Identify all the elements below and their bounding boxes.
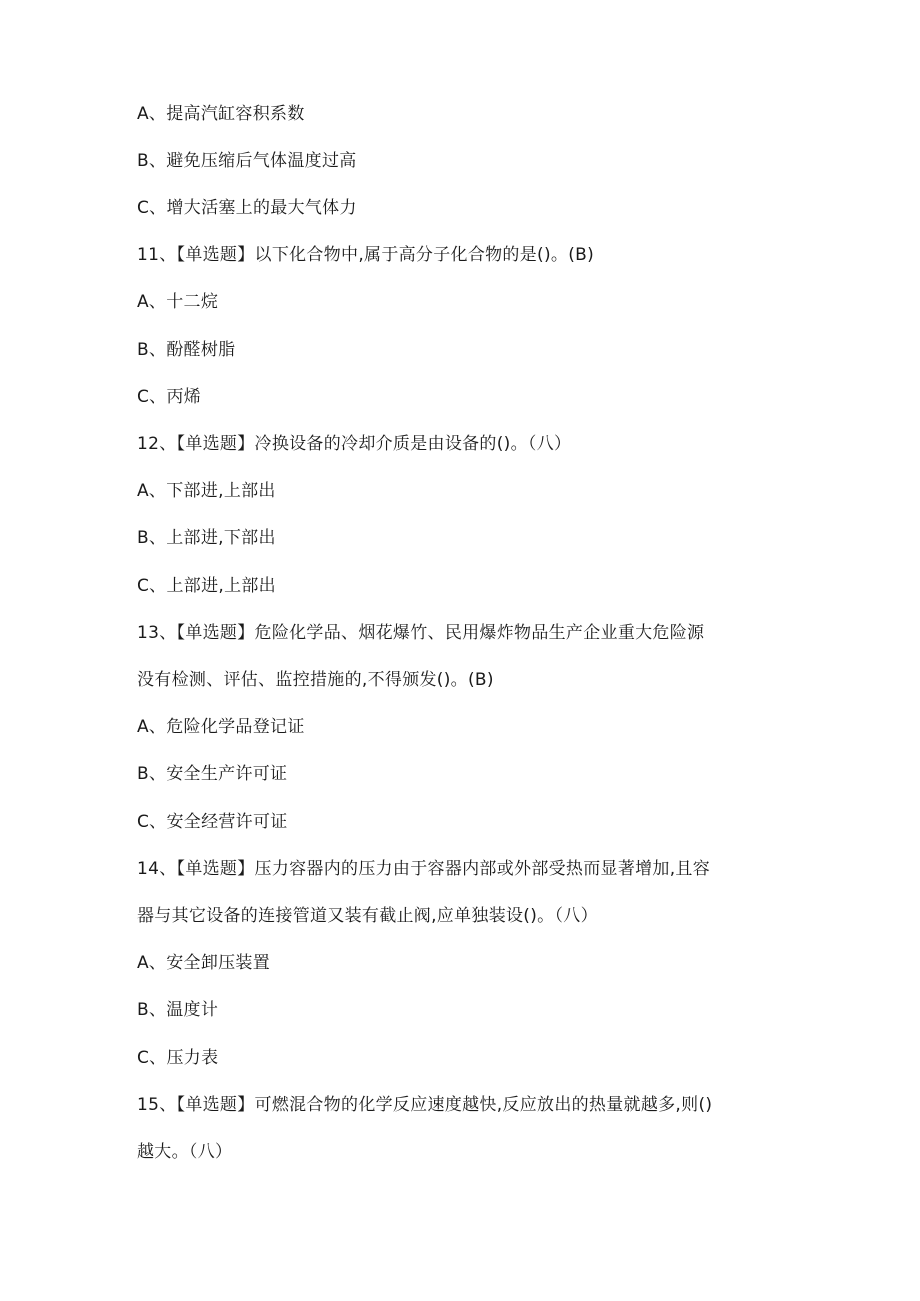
- question-14-line-2: 器与其它设备的连接管道又装有截止阀,应单独装设()。（八）: [137, 906, 598, 926]
- option-c-q13: C、安全经营许可证: [137, 812, 288, 832]
- question-13-line-1: 13、【单选题】危险化学品、烟花爆竹、民用爆炸物品生产企业重大危险源: [137, 623, 705, 643]
- option-b-q14: B、温度计: [137, 1000, 219, 1020]
- question-15-line-2: 越大。（八）: [137, 1142, 233, 1162]
- option-c-q10: C、增大活塞上的最大气体力: [137, 198, 357, 218]
- option-a-q12: A、下部进,上部出: [137, 481, 276, 501]
- question-13-line-2: 没有检测、评估、监控措施的,不得颁发()。(B): [137, 670, 494, 690]
- option-a-q13: A、危险化学品登记证: [137, 717, 305, 737]
- question-14-line-1: 14、【单选题】压力容器内的压力由于容器内部或外部受热而显著增加,且容: [137, 859, 711, 879]
- option-b-q12: B、上部进,下部出: [137, 528, 276, 548]
- question-12: 12、【单选题】冷换设备的冷却介质是由设备的()。（八）: [137, 434, 572, 454]
- question-11: 11、【单选题】以下化合物中,属于高分子化合物的是()。(B): [137, 245, 595, 265]
- question-15-line-1: 15、【单选题】可燃混合物的化学反应速度越快,反应放出的热量就越多,则(): [137, 1095, 713, 1115]
- option-b-q10: B、避免压缩后气体温度过高: [137, 151, 357, 171]
- option-a-q10: A、提高汽缸容积系数: [137, 104, 305, 124]
- option-b-q11: B、酚醛树脂: [137, 340, 236, 360]
- option-a-q14: A、安全卸压装置: [137, 953, 271, 973]
- option-c-q14: C、压力表: [137, 1048, 219, 1068]
- option-c-q11: C、丙烯: [137, 387, 202, 407]
- option-b-q13: B、安全生产许可证: [137, 764, 288, 784]
- option-c-q12: C、上部进,上部出: [137, 576, 276, 596]
- option-a-q11: A、十二烷: [137, 292, 219, 312]
